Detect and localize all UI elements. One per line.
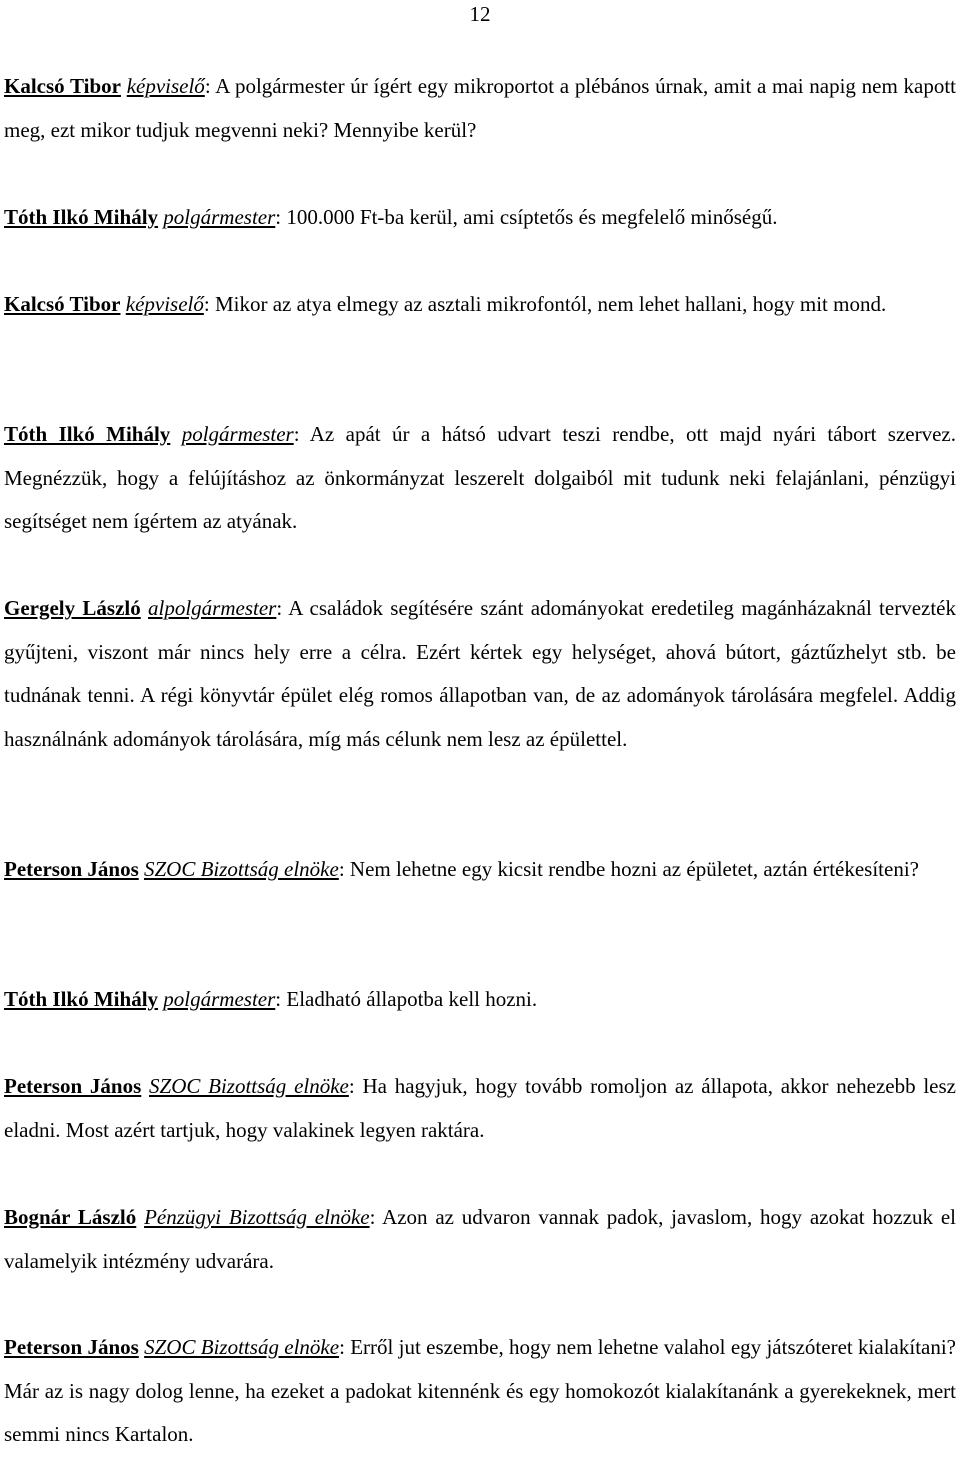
speaker-name: Gergely László xyxy=(4,596,141,620)
speaker-name: Tóth Ilkó Mihály xyxy=(4,205,159,229)
speaker-name: Peterson János xyxy=(4,1074,142,1098)
speech-text: Azon az udvaron vannak padok, javaslom, hogy azokat hozzuk el valamelyik intézmény udvarára. xyxy=(4,1205,956,1273)
paragraph-toth-3: Tóth Ilkó Mihály polgármester: Eladható állapotba kell hozni. xyxy=(4,987,538,1011)
speech-text: A polgármester úr ígért egy mikroportot a plébános úrnak, amit a mai napig nem kapott meg, ezt mikor tudjuk megvenni neki? Mennyibe kerül? xyxy=(4,74,956,142)
speaker-role: SZOC Bizottság elnöke xyxy=(149,1074,349,1098)
speech-text: A családok segítésére szánt adományokat eredetileg magánházaknál tervezték gyűjteni, viszont már nincs hely erre a célra. Ezért kértek egy helységet, ahová bútort, gáztűzhelyt stb. be tudnának tenni. A régi könyvtár épület elég romos állapotban van, de az adományok tárolására megfelel. Addig használnánk adományok tárolására, míg más célunk nem lesz az épülettel. xyxy=(4,596,956,751)
speech-text: Nem lehetne egy kicsit rendbe hozni az épületet, aztán értékesíteni? xyxy=(349,857,919,881)
speaker-role: képviselő xyxy=(125,292,204,316)
speech-text: Erről jut eszembe, hogy nem lehetne valahol egy játszóteret kialakítani? Már az is nagy dolog lenne, ha ezeket a padokat kitennénk és egy homokozót kialakítanánk a gyerekeknek, mert semmi nincs Kartalon. xyxy=(4,1335,956,1446)
speaker-name: Kalcsó Tibor xyxy=(4,292,121,316)
speaker-name: Kalcsó Tibor xyxy=(4,74,121,98)
paragraph-kalcso-2: Kalcsó Tibor képviselő: Mikor az atya elmegy az asztali mikrofontól, nem lehet hallani, hogy mit mond. xyxy=(4,292,887,316)
speaker-name: Tóth Ilkó Mihály xyxy=(4,987,159,1011)
speaker-role: SZOC Bizottság elnöke xyxy=(144,857,339,881)
speaker-name: Peterson János xyxy=(4,1335,139,1359)
speech-text: Mikor az atya elmegy az asztali mikrofontól, nem lehet hallani, hogy mit mond. xyxy=(214,292,887,316)
speech-text: Ha hagyjuk, hogy tovább romoljon az állapota, akkor nehezebb lesz eladni. Most azért tartjuk, hogy valakinek legyen raktára. xyxy=(4,1074,956,1142)
speaker-role: polgármester xyxy=(163,987,276,1011)
paragraph-bognar: Bognár László Pénzügyi Bizottság elnöke: Azon az udvaron vannak padok, javaslom, hogy azokat hozzuk el valamelyik intézmény udvarára. xyxy=(4,1205,956,1273)
speaker-role: SZOC Bizottság elnöke xyxy=(144,1335,340,1359)
page-number: 12 xyxy=(469,2,491,26)
speech-text: Eladható állapotba kell hozni. xyxy=(286,987,538,1011)
speech-text: Az apát úr a hátsó udvart teszi rendbe, ott majd nyári tábort szervez. Megnézzük, hogy a felújításhoz az önkormányzat leszerelt dolgaiból mit tudunk neki felajánlani, pénzügyi segítséget nem ígértem az atyának. xyxy=(4,422,956,533)
paragraph-toth-2: Tóth Ilkó Mihály polgármester: Az apát úr a hátsó udvart teszi rendbe, ott majd nyári tábort szervez. Megnézzük, hogy a felújításhoz az önkormányzat leszerelt dolgaiból mit tudunk neki felajánlani, pénzügyi segítséget nem ígértem az atyának. xyxy=(4,422,956,533)
paragraph-peterson-3: Peterson János SZOC Bizottság elnöke: Erről jut eszembe, hogy nem lehetne valahol egy játszóteret kialakítani? Már az is nagy dolog lenne, ha ezeket a padokat kitennénk és egy homokozót kialakítanánk a gyerekeknek, mert semmi nincs Kartalon. xyxy=(4,1335,956,1446)
speaker-role: polgármester xyxy=(163,205,276,229)
speaker-role: polgármester xyxy=(181,422,294,446)
speaker-role: képviselő xyxy=(126,74,205,98)
speaker-role: alpolgármester xyxy=(148,596,277,620)
speech-text: 100.000 Ft-ba kerül, ami csíptetős és megfelelő minőségű. xyxy=(286,205,778,229)
speaker-name: Peterson János xyxy=(4,857,139,881)
paragraph-toth-1: Tóth Ilkó Mihály polgármester: 100.000 Ft-ba kerül, ami csíptetős és megfelelő minőségű. xyxy=(4,205,778,229)
paragraph-kalcso-1: Kalcsó Tibor képviselő: A polgármester úr ígért egy mikroportot a plébános úrnak, amit a mai napig nem kapott meg, ezt mikor tudjuk megvenni neki? Mennyibe kerül? xyxy=(4,74,956,142)
paragraph-gergely: Gergely László alpolgármester: A családok segítésére szánt adományokat eredetileg magánházaknál tervezték gyűjteni, viszont már nincs hely erre a célra. Ezért kértek egy helységet, ahová bútort, gáztűzhelyt stb. be tudnának tenni. A régi könyvtár épület elég romos állapotban van, de az adományok tárolására megfelel. Addig használnánk adományok tárolására, míg más célunk nem lesz az épülettel. xyxy=(4,596,956,751)
speaker-role: Pénzügyi Bizottság elnöke xyxy=(144,1205,370,1229)
speaker-name: Bognár László xyxy=(4,1205,137,1229)
speaker-name: Tóth Ilkó Mihály xyxy=(4,422,171,446)
paragraph-peterson-2: Peterson János SZOC Bizottság elnöke: Ha hagyjuk, hogy tovább romoljon az állapota, akkor nehezebb lesz eladni. Most azért tartjuk, hogy valakinek legyen raktára. xyxy=(4,1074,956,1142)
paragraph-peterson-1: Peterson János SZOC Bizottság elnöke: Nem lehetne egy kicsit rendbe hozni az épületet, aztán értékesíteni? xyxy=(4,857,919,881)
